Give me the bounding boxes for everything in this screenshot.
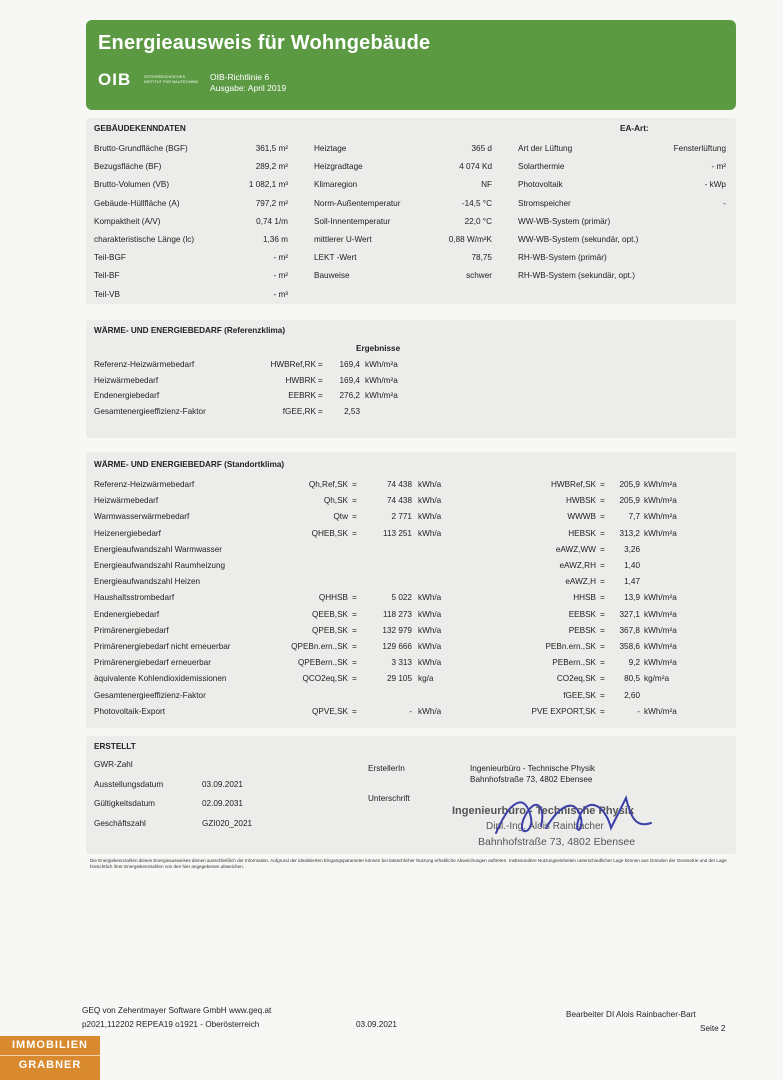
std-equals-2: = (600, 544, 605, 554)
std-value: 129 666 (382, 642, 412, 651)
geb-value: - m² (273, 253, 288, 263)
std-unit-2: kWh/m²a (644, 496, 677, 506)
std-symbol: QPEBern.,SK (297, 658, 348, 668)
std-unit-2: kg/m²a (644, 674, 670, 684)
std-equals-2: = (600, 480, 605, 489)
std-unit-2: kWh/m²a (644, 642, 677, 651)
std-value: - (409, 706, 412, 716)
geb-value: -14,5 °C (461, 198, 492, 208)
std-label: Primärenergiebedarf erneuerbar (94, 658, 211, 668)
erstellt-label: Ausstellungsdatum (94, 779, 164, 789)
std-label: Heizwärmebedarf (94, 496, 159, 506)
geb-label: Heizgradtage (314, 162, 363, 172)
ref-unit: kWh/m²a (365, 360, 398, 369)
ref-equals: = (318, 360, 323, 369)
erstellerin-label: ErstellerIn (368, 764, 405, 773)
std-symbol: QPEB,SK (312, 625, 348, 635)
geb-value: 361,5 m² (255, 144, 288, 153)
footer-code: p2021,112202 REPEA19 o1921 - Oberösterreich (82, 1020, 260, 1029)
erstellt-value: GZI020_2021 (202, 818, 253, 828)
std-symbol: QHHSB (318, 593, 348, 603)
oib-logo: OIB (98, 70, 132, 89)
std-value-2: 205,9 (619, 496, 640, 506)
std-label: Primärenergiebedarf (94, 625, 169, 635)
std-value-2: 367,8 (619, 625, 640, 635)
std-symbol: QPEBn.ern.,SK (291, 642, 348, 651)
std-value: 132 979 (382, 625, 412, 635)
std-symbol-2: eAWZ,H (565, 577, 596, 587)
std-unit: kWh/a (418, 496, 442, 506)
std-value: 5 022 (391, 593, 412, 603)
erstellerin-name: Ingenieurbüro - Technische Physik (470, 764, 596, 773)
std-unit: kWh/a (418, 658, 442, 668)
geb-value: - m² (273, 271, 288, 281)
geb-label: Klimaregion (314, 180, 358, 190)
ref-value: 169,4 (339, 375, 360, 385)
std-label: Energieaufwandszahl Heizen (94, 577, 201, 587)
std-unit-2: kWh/m²a (644, 512, 677, 522)
ref-equals: = (318, 406, 323, 416)
richtlinie-text: OIB-Richtlinie 6 (210, 72, 270, 82)
geb-label: WW-WB-System (sekundär, opt.) (518, 235, 639, 244)
geb-value: 22,0 °C (464, 216, 492, 226)
std-unit-2: kWh/m²a (644, 528, 677, 538)
disclaimer: Die Energiekennzahlen dieses Energieausweises dienen ausschließlich der Information. Aufgrund der idealisierten Eingangsparameter können bei tatsächlicher Nutzung erhebliche Abweichungen auftreten. Insbesondere Nutzungseinheiten unterschiedlicher Lage können aus Gründen der Geometrie und der Lage hinsichtlich ihrer Energiekennzahlen von den hier angegebenen abweichen. (90, 858, 727, 869)
ergebnisse-label: Ergebnisse (356, 344, 401, 353)
std-equals: = (352, 625, 357, 635)
std-label: Haushaltsstrombedarf (94, 593, 175, 603)
geb-value: 797,2 m² (255, 198, 288, 208)
std-unit: kWh/a (418, 480, 442, 489)
std-symbol-2: eAWZ,WW (555, 544, 596, 554)
footer-bearbeiter: Bearbeiter DI Alois Rainbacher-Bart (566, 1010, 696, 1019)
std-equals-2: = (600, 658, 605, 668)
std-value: 74 438 (386, 480, 412, 489)
immobilien-grabner-logo (0, 1036, 100, 1080)
geb-label: Gebäude-Hüllfläche (A) (94, 198, 180, 208)
std-symbol-2: PEBern.,SK (552, 658, 596, 668)
geb-label: Stromspeicher (518, 198, 571, 208)
std-value-2: 1,47 (624, 577, 640, 587)
std-symbol: Qtw (333, 512, 348, 522)
geb-value: - (723, 198, 726, 208)
std-label: Energieaufwandszahl Raumheizung (94, 561, 226, 570)
geb-label: Soll-Innentemperatur (314, 216, 391, 226)
badge-line-1: IMMOBILIEN (0, 1036, 100, 1056)
std-unit: kWh/a (418, 512, 442, 522)
std-value-2: 327,1 (619, 609, 640, 619)
std-symbol-2: PEBSK (568, 625, 596, 635)
stamp-line-3: Bahnhofstraße 73, 4802 Ebensee (478, 836, 636, 848)
std-value-2: 2,60 (624, 690, 640, 700)
std-label: Warmwasserwärmebedarf (94, 512, 190, 522)
std-symbol: QHEB,SK (311, 528, 348, 538)
geb-value: NF (481, 180, 492, 190)
std-unit-2: kWh/m²a (644, 658, 677, 668)
geb-label: Norm-Außentemperatur (314, 198, 401, 208)
geb-value: 4 074 Kd (459, 162, 492, 172)
std-value-2: 80,5 (624, 674, 640, 684)
geb-value: schwer (466, 271, 492, 281)
geb-value: 289,2 m² (255, 162, 288, 172)
geb-label: Heiztage (314, 144, 347, 153)
std-equals-2: = (600, 496, 605, 506)
std-equals: = (352, 609, 357, 619)
section-standortklima (86, 452, 736, 728)
std-symbol: QCO2eq,SK (302, 674, 348, 684)
std-symbol-2: CO2eq,SK (556, 674, 596, 684)
std-unit-2: kWh/m²a (644, 706, 677, 716)
std-symbol-2: HWBSK (565, 496, 596, 506)
std-symbol-2: PEBn.ern.,SK (545, 642, 596, 651)
ea-art-label: EA-Art: (620, 124, 649, 133)
geb-label: Bezugsfläche (BF) (94, 162, 162, 172)
stamp-line-2: Dipl.-Ing. Alois Rainbacher (486, 821, 604, 832)
geb-value: 1 082,1 m³ (248, 180, 288, 190)
std-symbol-2: fGEE,SK (563, 690, 596, 700)
geb-value: 365 d (471, 144, 492, 153)
geb-label: RH-WB-System (primär) (518, 253, 607, 263)
std-equals: = (352, 528, 357, 538)
std-symbol-2: HWBRef,SK (550, 480, 596, 489)
std-unit: kWh/a (418, 609, 442, 619)
std-unit: kWh/a (418, 625, 442, 635)
geb-label: Solarthermie (518, 162, 565, 172)
std-symbol-2: HHSB (573, 593, 596, 603)
section-erstellt (86, 736, 736, 854)
geb-label: Brutto-Volumen (VB) (94, 180, 170, 190)
std-equals-2: = (600, 690, 605, 700)
std-equals-2: = (600, 642, 605, 651)
std-unit-2: kWh/m²a (644, 480, 677, 489)
std-label: Referenz-Heizwärmebedarf (94, 480, 195, 489)
stamp-line-1: Ingenieurbüro - Technische Physik (452, 805, 634, 817)
footer-date: 03.09.2021 (356, 1020, 397, 1029)
footer-page-number: Seite 2 (700, 1024, 726, 1033)
std-unit-2: kWh/m²a (644, 609, 677, 619)
std-value: 2 771 (391, 512, 412, 522)
ref-unit: kWh/m²a (365, 375, 398, 385)
std-symbol: Qh,SK (323, 496, 348, 506)
std-value: 29 105 (386, 674, 412, 684)
std-equals-2: = (600, 512, 605, 522)
std-equals: = (352, 480, 357, 489)
std-symbol: QEEB,SK (312, 609, 348, 619)
std-symbol: Qh,Ref,SK (308, 480, 348, 489)
geb-value: Fensterlüftung (673, 144, 726, 153)
std-value: 3 313 (391, 658, 412, 668)
std-unit: kg/a (418, 674, 434, 684)
std-unit: kWh/a (418, 528, 442, 538)
std-label: Photovoltaik-Export (94, 706, 165, 716)
std-value-2: 13,9 (624, 593, 640, 603)
std-label: Energieaufwandszahl Warmwasser (94, 544, 223, 554)
ref-symbol: EEBRK (288, 391, 316, 400)
std-unit-2: kWh/m²a (644, 625, 677, 635)
std-value-2: 358,6 (619, 642, 640, 651)
std-value: 118 273 (383, 609, 412, 619)
ref-label: Gesamtenergieeffizienz-Faktor (94, 406, 206, 416)
std-equals: = (352, 658, 357, 668)
geb-value: 78,75 (471, 253, 492, 263)
std-equals: = (352, 496, 357, 506)
std-symbol-2: EEBSK (568, 609, 596, 619)
std-value-2: 7,7 (628, 512, 640, 522)
std-symbol-2: WWWB (567, 512, 596, 522)
ref-value: 276,2 (339, 391, 360, 400)
erstellt-label: Geschäftszahl (94, 818, 146, 828)
ref-value: 169,4 (339, 360, 360, 369)
std-equals-2: = (600, 674, 605, 684)
std-value-2: 3,26 (624, 544, 640, 554)
geb-value: - kWp (704, 180, 726, 190)
geb-value: - m³ (273, 289, 288, 299)
std-equals-2: = (600, 528, 605, 538)
std-unit: kWh/a (418, 706, 442, 716)
std-equals: = (352, 593, 357, 603)
std-value-2: 205,9 (619, 480, 640, 489)
ref-label: Endenergiebedarf (94, 391, 160, 400)
page-title: Energieausweis für Wohngebäude (98, 32, 431, 54)
std-value-2: - (637, 706, 640, 716)
geb-label: mittlerer U-Wert (314, 235, 372, 244)
geb-label: Bauweise (314, 271, 350, 281)
footer-software: GEQ von Zehentmayer Software GmbH www.geq.at (82, 1006, 272, 1015)
std-symbol: QPVE,SK (312, 706, 348, 716)
ref-symbol: HWBRef,RK (270, 360, 316, 369)
std-label: äquivalente Kohlendioxidemissionen (94, 674, 227, 684)
std-equals-2: = (600, 577, 605, 587)
ref-equals: = (318, 391, 323, 400)
std-equals-2: = (600, 706, 605, 716)
std-label: Heizenergiebedarf (94, 528, 161, 538)
ref-value: 2,53 (344, 406, 360, 416)
std-label: Gesamtenergieeffizienz-Faktor (94, 690, 206, 700)
std-value-2: 1,40 (624, 561, 640, 570)
section-referenzklima (86, 320, 736, 438)
section-gebaeudekenndaten (86, 118, 736, 304)
erstellt-label: GWR-Zahl (94, 760, 133, 769)
ausgabe-text: Ausgabe: April 2019 (210, 83, 287, 93)
std-equals-2: = (600, 609, 605, 619)
geb-value: 0,74 1/m (256, 216, 288, 226)
signature (486, 788, 656, 848)
geb-label: Teil-VB (94, 289, 120, 299)
section-heading: ERSTELLT (94, 742, 136, 751)
geb-label: Teil-BGF (94, 253, 126, 263)
geb-label: LEKT -Wert (314, 253, 357, 263)
geb-value: 0,88 W/m²K (448, 235, 492, 244)
erstellt-value: 02.09.2031 (202, 799, 243, 808)
ref-unit: kWh/m²a (365, 391, 398, 400)
std-symbol-2: PVE EXPORT,SK (531, 706, 596, 716)
ref-equals: = (318, 375, 323, 385)
oib-richtlinie (210, 72, 286, 94)
geb-label: RH-WB-System (sekundär, opt.) (518, 271, 635, 281)
std-equals: = (352, 706, 357, 716)
std-value: 74 438 (386, 496, 412, 506)
std-value: 113 251 (383, 528, 412, 538)
std-equals-2: = (600, 593, 605, 603)
ref-symbol: fGEE,RK (282, 406, 316, 416)
std-equals-2: = (600, 625, 605, 635)
erstellt-value: 03.09.2021 (202, 779, 243, 789)
erstellerin-address: Bahnhofstraße 73, 4802 Ebensee (470, 775, 593, 784)
std-symbol-2: eAWZ,RH (559, 561, 596, 570)
geb-label: charakteristische Länge (lc) (94, 235, 195, 244)
std-equals: = (352, 642, 357, 651)
geb-label: Photovoltaik (518, 180, 563, 190)
geb-label: Teil-BF (94, 271, 120, 281)
std-unit: kWh/a (418, 642, 442, 651)
section-heading: GEBÄUDEKENNDATEN (94, 124, 186, 133)
std-unit-2: kWh/m²a (644, 593, 677, 603)
geb-label: Kompaktheit (A/V) (94, 216, 161, 226)
ref-symbol: HWBRK (285, 375, 316, 385)
badge-line-2: GRABNER (18, 1059, 82, 1071)
geb-label: Art der Lüftung (518, 144, 573, 153)
std-value-2: 313,2 (619, 528, 640, 538)
oib-institute: ÖSTERREICHISCHES INSTITUT FÜR BAUTECHNIK (144, 74, 199, 84)
std-unit: kWh/a (418, 593, 442, 603)
section-heading: WÄRME- UND ENERGIEBEDARF (Referenzklima) (94, 326, 286, 335)
std-label: Primärenergiebedarf nicht erneuerbar (94, 642, 231, 651)
std-label: Endenergiebedarf (94, 609, 160, 619)
geb-label: WW-WB-System (primär) (518, 216, 611, 226)
section-heading: WÄRME- UND ENERGIEBEDARF (Standortklima) (94, 460, 285, 469)
std-equals: = (352, 674, 357, 684)
std-equals-2: = (600, 561, 605, 570)
geb-value: - m² (711, 162, 726, 172)
ref-label: Heizwärmebedarf (94, 375, 159, 385)
header-banner (86, 20, 736, 110)
std-value-2: 9,2 (628, 658, 640, 668)
ref-label: Referenz-Heizwärmebedarf (94, 360, 195, 369)
geb-value: 1,36 m (262, 235, 288, 244)
erstellt-label: Gültigkeitsdatum (94, 799, 155, 808)
unterschrift-label: Unterschrift (368, 794, 410, 803)
std-equals: = (352, 512, 357, 522)
std-symbol-2: HEBSK (568, 528, 596, 538)
geb-label: Brutto-Grundfläche (BGF) (94, 144, 188, 153)
